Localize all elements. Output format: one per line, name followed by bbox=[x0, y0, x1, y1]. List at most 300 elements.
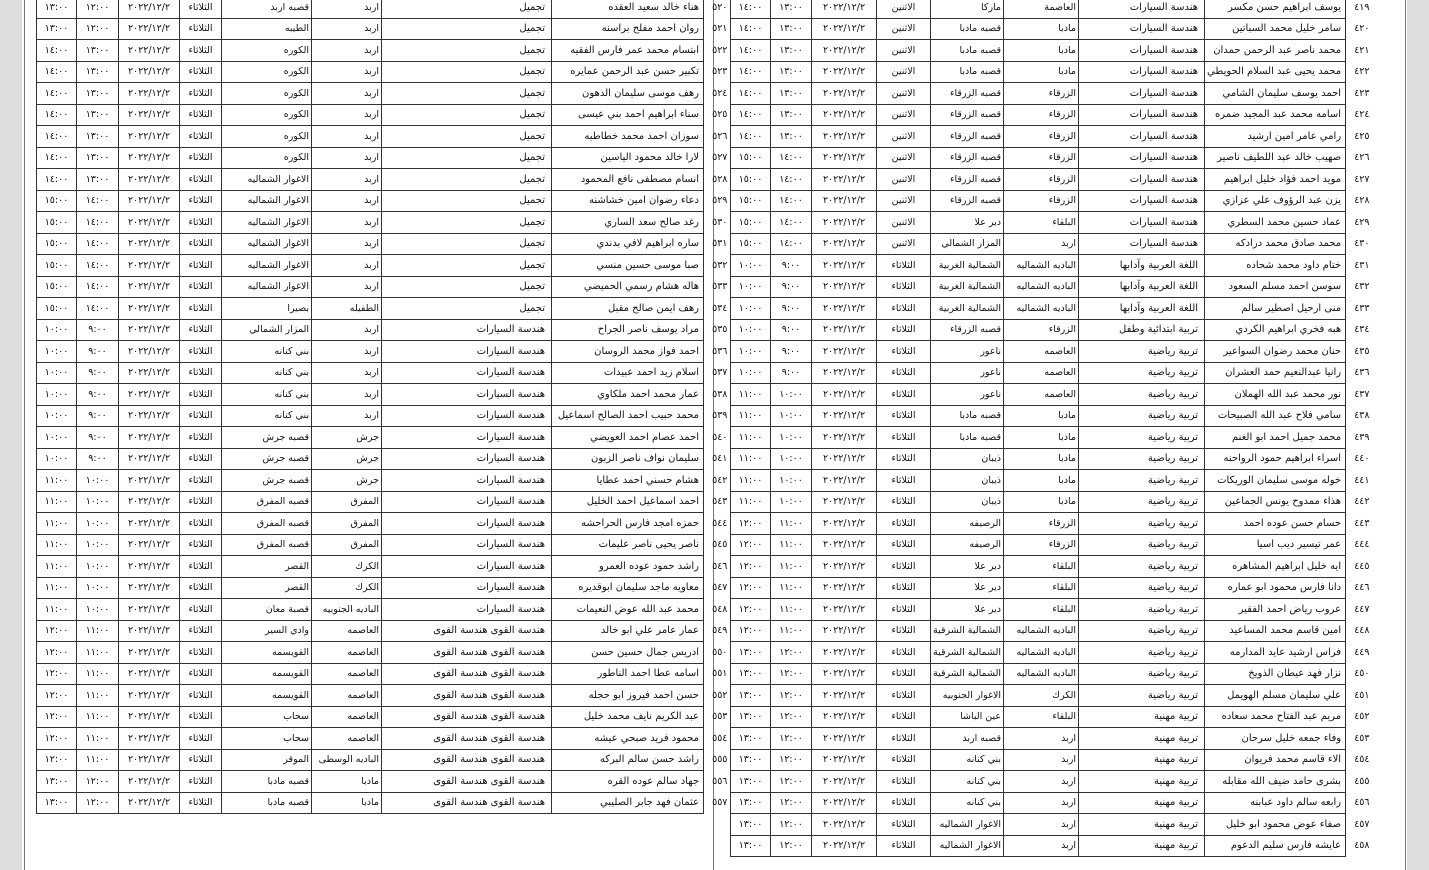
exam-date-cell: ٢٠٢٢/١٢/٢ bbox=[119, 276, 180, 298]
candidate-name-cell: ساره ابراهيم لافي بدندي bbox=[552, 233, 704, 255]
candidate-name-cell: جهاد سالم عوده القره bbox=[552, 771, 704, 793]
specialization-cell: تربية رياضية bbox=[1079, 642, 1205, 664]
time-from-cell: ١١:٠٠ bbox=[77, 642, 119, 664]
exam-date-cell: ٢٠٢٢/١٢/٢ bbox=[812, 190, 877, 212]
table-row bbox=[37, 40, 736, 62]
table-row bbox=[731, 513, 1378, 535]
candidate-name-cell: حسن احمد فيروز ابو حجله bbox=[552, 685, 704, 707]
exam-day-cell: الثلاثاء bbox=[180, 599, 222, 621]
exam-date-cell: ٢٠٢٢/١٢/٢ bbox=[119, 147, 180, 169]
table-row bbox=[731, 556, 1378, 578]
candidate-name-cell: اسلام زيد احمد عبيدات bbox=[552, 362, 704, 384]
time-to-cell: ١٤:٠٠ bbox=[37, 83, 77, 105]
governorate-cell: العاصمه bbox=[312, 620, 382, 642]
exam-day-cell: الثلاثاء bbox=[180, 620, 222, 642]
exam-date-cell: ٢٠٢٢/١٢/٢ bbox=[812, 0, 877, 18]
time-to-cell: ١٣:٠٠ bbox=[731, 814, 771, 836]
candidate-name-cell: صبا موسى حسين منسي bbox=[552, 255, 704, 277]
table-row bbox=[37, 341, 736, 363]
directorate-cell: الرصيفه bbox=[931, 534, 1004, 556]
specialization-cell: تجميل bbox=[382, 0, 552, 18]
exam-day-cell: الثلاثاء bbox=[180, 405, 222, 427]
specialization-cell: تربية رياضية bbox=[1079, 685, 1205, 707]
specialization-cell: هندسة السيارات bbox=[1079, 18, 1205, 40]
exam-day-cell: الاثنين bbox=[877, 147, 931, 169]
specialization-cell: تربية رياضية bbox=[1079, 577, 1205, 599]
directorate-cell: القصر bbox=[222, 577, 312, 599]
candidate-name-cell: تكبير حسن عبد الرحمن عمايره bbox=[552, 61, 704, 83]
row-number-cell: ٥٤٤ bbox=[712, 517, 728, 529]
time-from-cell: ١٠:٠٠ bbox=[77, 599, 119, 621]
candidate-name-cell: سليمان نواف ناصر الزبون bbox=[552, 448, 704, 470]
directorate-cell: بني كنانه bbox=[222, 362, 312, 384]
table-row bbox=[731, 427, 1378, 449]
specialization-cell: هندسة السيارات bbox=[1079, 40, 1205, 62]
candidate-name-cell: رهف موسى سليمان الدهون bbox=[552, 83, 704, 105]
governorate-cell: الزرقاء bbox=[1004, 534, 1079, 556]
time-from-cell: ٩:٠٠ bbox=[77, 362, 119, 384]
table-row bbox=[37, 599, 736, 621]
specialization-cell: هندسة السيارات bbox=[1079, 126, 1205, 148]
table-row bbox=[731, 685, 1378, 707]
directorate-cell: قصبه الزرقاء bbox=[931, 319, 1004, 341]
directorate-cell: قصبه اربد bbox=[931, 728, 1004, 750]
exam-day-cell: الثلاثاء bbox=[180, 384, 222, 406]
time-to-cell: ١٠:٠٠ bbox=[37, 319, 77, 341]
specialization-cell: تجميل bbox=[382, 255, 552, 277]
governorate-cell: اربد bbox=[1004, 233, 1079, 255]
time-from-cell: ٩:٠٠ bbox=[77, 427, 119, 449]
governorate-cell: اربد bbox=[312, 276, 382, 298]
directorate-cell: قصبه المفرق bbox=[222, 491, 312, 513]
governorate-cell: المفرق bbox=[312, 534, 382, 556]
table-row bbox=[37, 61, 736, 83]
candidate-name-cell: ابتسام محمد عمر فارس الفقيه bbox=[552, 40, 704, 62]
row-number-cell: ٤٤٠ bbox=[1354, 453, 1370, 465]
exam-date-cell: ٢٠٢٢/١٢/٢ bbox=[812, 298, 877, 320]
governorate-cell: مادبا bbox=[1004, 491, 1079, 513]
candidate-name-cell: عروب رياض احمد الفقير bbox=[1205, 599, 1346, 621]
table-row bbox=[731, 18, 1378, 40]
row-number-cell: ٥٤٣ bbox=[712, 496, 728, 508]
specialization-cell: تربية رياضية bbox=[1079, 405, 1205, 427]
table-row bbox=[37, 147, 736, 169]
exam-day-cell: الثلاثاء bbox=[877, 620, 931, 642]
row-number-cell: ٥٤٦ bbox=[712, 560, 728, 572]
exam-day-cell: الثلاثاء bbox=[180, 341, 222, 363]
directorate-cell: الشمالية الغربية bbox=[931, 298, 1004, 320]
candidate-name-cell: سامي فلاح عبد الله الصبيحات bbox=[1205, 405, 1346, 427]
candidate-name-cell: بشرى حامد ضيف الله مقابله bbox=[1205, 771, 1346, 793]
time-from-cell: ٩:٠٠ bbox=[771, 255, 812, 277]
time-from-cell: ١٢:٠٠ bbox=[77, 18, 119, 40]
candidate-name-cell: رهف ايمن صالح مقبل bbox=[552, 298, 704, 320]
exam-date-cell: ٢٠٢٢/١٢/٢ bbox=[119, 599, 180, 621]
governorate-cell: الباديه الشماليه bbox=[1004, 642, 1079, 664]
row-number-cell: ٤٥٢ bbox=[1354, 711, 1370, 723]
table-row bbox=[37, 0, 736, 18]
governorate-cell: الباديه الشماليه bbox=[1004, 620, 1079, 642]
row-number-cell: ٤٤٣ bbox=[1354, 517, 1370, 529]
time-from-cell: ١٠:٠٠ bbox=[771, 384, 812, 406]
governorate-cell: البلقاء bbox=[1004, 577, 1079, 599]
exam-day-cell: الثلاثاء bbox=[180, 685, 222, 707]
table-row bbox=[731, 362, 1378, 384]
time-from-cell: ١٣:٠٠ bbox=[77, 169, 119, 191]
specialization-cell: هندسة السيارات bbox=[1079, 83, 1205, 105]
exam-day-cell: الثلاثاء bbox=[180, 104, 222, 126]
specialization-cell: هندسة القوى هندسة القوى bbox=[382, 771, 552, 793]
exam-date-cell: ٢٠٢٢/١٢/٢ bbox=[812, 40, 877, 62]
exam-date-cell: ٢٠٢٢/١٢/٢ bbox=[119, 427, 180, 449]
row-number-cell: ٥٥٥ bbox=[712, 754, 728, 766]
time-from-cell: ١٣:٠٠ bbox=[77, 61, 119, 83]
candidate-name-cell: عماد حسين محمد السطري bbox=[1205, 212, 1346, 234]
exam-date-cell: ٢٠٢٢/١٢/٢ bbox=[119, 83, 180, 105]
row-number-cell: ٥٢٤ bbox=[712, 87, 728, 99]
time-to-cell: ١١:٠٠ bbox=[731, 427, 771, 449]
table-row bbox=[731, 620, 1378, 642]
governorate-cell: الكرك bbox=[312, 556, 382, 578]
directorate-cell: الكوره bbox=[222, 126, 312, 148]
governorate-cell: البلقاء bbox=[1004, 706, 1079, 728]
exam-date-cell: ٢٠٢٢/١٢/٢ bbox=[812, 685, 877, 707]
governorate-cell: اربد bbox=[312, 362, 382, 384]
row-number-cell: ٥٥٣ bbox=[712, 711, 728, 723]
candidate-name-cell: راشد حمود عوده العمرو bbox=[552, 556, 704, 578]
table-row bbox=[731, 83, 1378, 105]
time-from-cell: ١٠:٠٠ bbox=[77, 513, 119, 535]
candidate-name-cell: ايه خليل ابراهيم المشاهره bbox=[1205, 556, 1346, 578]
directorate-cell: الموقر bbox=[222, 749, 312, 771]
governorate-cell: العاصمه bbox=[1004, 384, 1079, 406]
row-number-cell: ٤٢٩ bbox=[1354, 216, 1370, 228]
directorate-cell: بني كنانه bbox=[222, 384, 312, 406]
time-to-cell: ١٤:٠٠ bbox=[731, 0, 771, 18]
governorate-cell: الزرقاء bbox=[1004, 513, 1079, 535]
directorate-cell: القويسمه bbox=[222, 663, 312, 685]
exam-date-cell: ٢٠٢٢/١٢/٢ bbox=[119, 362, 180, 384]
directorate-cell: قصبه المفرق bbox=[222, 513, 312, 535]
row-number-cell: ٥٥٢ bbox=[712, 689, 728, 701]
row-number-cell: ٤٤٩ bbox=[1354, 646, 1370, 658]
row-number-cell: ٤٥٦ bbox=[1354, 797, 1370, 809]
specialization-cell: هندسة القوى هندسة القوى bbox=[382, 620, 552, 642]
page-gutter-right bbox=[1407, 0, 1429, 870]
candidate-name-cell: عثمان فهد جابر الصليبي bbox=[552, 792, 704, 814]
specialization-cell: تربية رياضية bbox=[1079, 663, 1205, 685]
candidate-name-cell: احمد يوسف سليمان الشامي bbox=[1205, 83, 1346, 105]
candidate-name-cell: محمد صادق محمد درادكه bbox=[1205, 233, 1346, 255]
page-edge-right bbox=[1405, 0, 1406, 870]
exam-date-cell: ٢٠٢٢/١٢/٢ bbox=[812, 470, 877, 492]
time-to-cell: ١٥:٠٠ bbox=[37, 276, 77, 298]
time-to-cell: ١٠:٠٠ bbox=[731, 319, 771, 341]
directorate-cell: القويسمه bbox=[222, 685, 312, 707]
specialization-cell: تربية رياضية bbox=[1079, 384, 1205, 406]
row-number-cell: ٥٤٧ bbox=[712, 582, 728, 594]
exam-date-cell: ٢٠٢٢/١٢/٢ bbox=[119, 685, 180, 707]
candidate-name-cell: عايشه فارس سليم الدعوم bbox=[1205, 835, 1346, 857]
row-number-cell: ٤٢٦ bbox=[1354, 152, 1370, 164]
row-number-cell: ٤٤٦ bbox=[1354, 582, 1370, 594]
table-row bbox=[731, 384, 1378, 406]
time-from-cell: ١٢:٠٠ bbox=[771, 835, 812, 857]
row-number-cell: ٤٣٧ bbox=[1354, 388, 1370, 400]
time-from-cell: ١٢:٠٠ bbox=[771, 642, 812, 664]
table-row bbox=[731, 126, 1378, 148]
time-to-cell: ١٥:٠٠ bbox=[731, 212, 771, 234]
table-row bbox=[731, 642, 1378, 664]
governorate-cell: الزرقاء bbox=[1004, 126, 1079, 148]
candidate-name-cell: عمار عامر علي ابو خالد bbox=[552, 620, 704, 642]
directorate-cell: الشمالية الشرقية bbox=[931, 663, 1004, 685]
table-row bbox=[731, 749, 1378, 771]
time-from-cell: ١٤:٠٠ bbox=[77, 276, 119, 298]
candidate-name-cell: علي سليمان مسلم الهويمل bbox=[1205, 685, 1346, 707]
governorate-cell: اربد bbox=[312, 83, 382, 105]
directorate-cell: الطيبه bbox=[222, 18, 312, 40]
row-number-cell: ٤٣٦ bbox=[1354, 367, 1370, 379]
candidate-name-cell: صهيب خالد عبد اللطيف ناصير bbox=[1205, 147, 1346, 169]
governorate-cell: العاصمه bbox=[1004, 362, 1079, 384]
candidate-name-cell: محمد يحيى عبد السلام الحويطي bbox=[1205, 61, 1346, 83]
governorate-cell: العاصمه bbox=[312, 642, 382, 664]
exam-day-cell: الثلاثاء bbox=[877, 384, 931, 406]
row-number-cell: ٥٥١ bbox=[712, 668, 728, 680]
table-row bbox=[731, 212, 1378, 234]
candidate-name-cell: محمد جميل احمد ابو الغنم bbox=[1205, 427, 1346, 449]
time-from-cell: ١٤:٠٠ bbox=[771, 233, 812, 255]
row-number-cell: ٤٥٠ bbox=[1354, 668, 1370, 680]
directorate-cell: الشمالية الشرقية bbox=[931, 642, 1004, 664]
row-number-cell: ٤٣١ bbox=[1354, 259, 1370, 271]
candidate-name-cell: هذاء ممدوح يونس الجماعين bbox=[1205, 491, 1346, 513]
directorate-cell: بني كنانه bbox=[222, 405, 312, 427]
time-to-cell: ١٥:٠٠ bbox=[37, 190, 77, 212]
time-from-cell: ٩:٠٠ bbox=[77, 319, 119, 341]
governorate-cell: اربد bbox=[312, 341, 382, 363]
row-number-cell: ٥٢٣ bbox=[712, 66, 728, 78]
row-number-cell: ٤٣٩ bbox=[1354, 431, 1370, 443]
time-from-cell: ١١:٠٠ bbox=[771, 556, 812, 578]
time-to-cell: ١٣:٠٠ bbox=[731, 706, 771, 728]
exam-date-cell: ٢٠٢٢/١٢/٢ bbox=[812, 728, 877, 750]
exam-date-cell: ٢٠٢٢/١٢/٢ bbox=[812, 169, 877, 191]
exam-day-cell: الثلاثاء bbox=[877, 599, 931, 621]
candidate-name-cell: صفاء عوض محمود ابو خليل bbox=[1205, 814, 1346, 836]
row-number-cell: ٥٤٥ bbox=[712, 539, 728, 551]
exam-day-cell: الثلاثاء bbox=[877, 298, 931, 320]
exam-date-cell: ٢٠٢٢/١٢/٢ bbox=[119, 212, 180, 234]
table-row bbox=[37, 642, 736, 664]
table-row bbox=[37, 83, 736, 105]
candidate-name-cell: اسراء ابراهيم حمود الرواحنه bbox=[1205, 448, 1346, 470]
directorate-cell: الشمالية الغربية bbox=[931, 255, 1004, 277]
directorate-cell: الشمالية الغربية bbox=[931, 276, 1004, 298]
table-row bbox=[37, 427, 736, 449]
candidate-name-cell: يزن عبد الرؤوف علي عزازي bbox=[1205, 190, 1346, 212]
time-to-cell: ١٢:٠٠ bbox=[731, 534, 771, 556]
directorate-cell: الكوره bbox=[222, 40, 312, 62]
time-from-cell: ١٣:٠٠ bbox=[771, 104, 812, 126]
specialization-cell: هندسة القوى هندسة القوى bbox=[382, 706, 552, 728]
row-number-cell: ٥٣٩ bbox=[712, 410, 728, 422]
table-row bbox=[37, 448, 736, 470]
exam-day-cell: الثلاثاء bbox=[180, 212, 222, 234]
exam-date-cell: ٢٠٢٢/١٢/٢ bbox=[119, 233, 180, 255]
specialization-cell: تربية رياضية bbox=[1079, 427, 1205, 449]
directorate-cell: الرصيفه bbox=[931, 513, 1004, 535]
exam-date-cell: ٢٠٢٢/١٢/٢ bbox=[812, 212, 877, 234]
exam-day-cell: الثلاثاء bbox=[180, 470, 222, 492]
governorate-cell: مادبا bbox=[312, 792, 382, 814]
time-from-cell: ٩:٠٠ bbox=[771, 362, 812, 384]
row-number-cell: ٤٤١ bbox=[1354, 474, 1370, 486]
exam-date-cell: ٢٠٢٢/١٢/٢ bbox=[812, 749, 877, 771]
candidate-name-cell: راشد حسن سالم البركه bbox=[552, 749, 704, 771]
time-to-cell: ١٥:٠٠ bbox=[37, 298, 77, 320]
time-from-cell: ٩:٠٠ bbox=[77, 384, 119, 406]
time-from-cell: ١٣:٠٠ bbox=[771, 40, 812, 62]
table-row bbox=[731, 169, 1378, 191]
row-number-cell: ٤٣٤ bbox=[1354, 324, 1370, 336]
exam-day-cell: الثلاثاء bbox=[877, 771, 931, 793]
directorate-cell: الاغوار الشماليه bbox=[222, 255, 312, 277]
time-from-cell: ١١:٠٠ bbox=[77, 620, 119, 642]
row-number-cell: ٥٥٧ bbox=[712, 797, 728, 809]
exam-date-cell: ٢٠٢٢/١٢/٢ bbox=[119, 470, 180, 492]
table-row bbox=[37, 104, 736, 126]
governorate-cell: اربد bbox=[1004, 749, 1079, 771]
governorate-cell: اربد bbox=[312, 0, 382, 18]
specialization-cell: تجميل bbox=[382, 169, 552, 191]
time-to-cell: ١٤:٠٠ bbox=[37, 169, 77, 191]
time-from-cell: ٩:٠٠ bbox=[771, 298, 812, 320]
table-row bbox=[37, 233, 736, 255]
governorate-cell: العاصمة bbox=[1004, 0, 1079, 18]
row-number-cell: ٥٥٠ bbox=[712, 646, 728, 658]
time-from-cell: ١١:٠٠ bbox=[771, 577, 812, 599]
governorate-cell: اربد bbox=[312, 104, 382, 126]
time-to-cell: ١٠:٠٠ bbox=[37, 362, 77, 384]
directorate-cell: الكوره bbox=[222, 61, 312, 83]
candidate-name-cell: معاويه ماجد سليمان ابوقديره bbox=[552, 577, 704, 599]
directorate-cell: دير علا bbox=[931, 599, 1004, 621]
row-number-cell: ٤٤٥ bbox=[1354, 560, 1370, 572]
governorate-cell: العاصمه bbox=[312, 706, 382, 728]
exam-date-cell: ٢٠٢٢/١٢/٢ bbox=[812, 513, 877, 535]
directorate-cell: قصبه مادبا bbox=[931, 40, 1004, 62]
time-to-cell: ١١:٠٠ bbox=[37, 577, 77, 599]
exam-date-cell: ٢٠٢٢/١٢/٢ bbox=[119, 728, 180, 750]
table-row bbox=[37, 728, 736, 750]
specialization-cell: هندسة السيارات bbox=[382, 341, 552, 363]
time-from-cell: ١٣:٠٠ bbox=[771, 18, 812, 40]
time-from-cell: ١١:٠٠ bbox=[77, 663, 119, 685]
governorate-cell: جرش bbox=[312, 448, 382, 470]
time-to-cell: ١٥:٠٠ bbox=[37, 212, 77, 234]
row-number-cell: ٤٢٥ bbox=[1354, 130, 1370, 142]
time-to-cell: ١٤:٠٠ bbox=[37, 40, 77, 62]
candidate-name-cell: سناء ابراهيم احمد بني عيسى bbox=[552, 104, 704, 126]
exam-day-cell: الثلاثاء bbox=[877, 276, 931, 298]
candidate-name-cell: رانيا عبدالنعيم حمد العشران bbox=[1205, 362, 1346, 384]
exam-day-cell: الثلاثاء bbox=[877, 642, 931, 664]
exam-day-cell: الثلاثاء bbox=[877, 792, 931, 814]
exam-day-cell: الثلاثاء bbox=[180, 298, 222, 320]
directorate-cell: ناعور bbox=[931, 384, 1004, 406]
time-from-cell: ٩:٠٠ bbox=[771, 276, 812, 298]
candidate-name-cell: سوسن احمد مسلم السعود bbox=[1205, 276, 1346, 298]
directorate-cell: بصيرا bbox=[222, 298, 312, 320]
exam-date-cell: ٢٠٢٢/١٢/٢ bbox=[812, 255, 877, 277]
time-to-cell: ١٢:٠٠ bbox=[37, 685, 77, 707]
candidate-name-cell: مراد يوسف ناصر الجراح bbox=[552, 319, 704, 341]
governorate-cell: اربد bbox=[312, 147, 382, 169]
time-from-cell: ١٠:٠٠ bbox=[77, 470, 119, 492]
governorate-cell: اربد bbox=[312, 405, 382, 427]
candidate-name-cell: رغد صالح سعد الساري bbox=[552, 212, 704, 234]
time-from-cell: ١٤:٠٠ bbox=[77, 190, 119, 212]
time-to-cell: ١١:٠٠ bbox=[37, 513, 77, 535]
candidate-name-cell: اسامه عطا احمد الناطور bbox=[552, 663, 704, 685]
time-to-cell: ١٢:٠٠ bbox=[731, 513, 771, 535]
candidate-name-cell: محمود فريد صبحي عيشه bbox=[552, 728, 704, 750]
table-row bbox=[37, 298, 736, 320]
time-to-cell: ١٣:٠٠ bbox=[37, 792, 77, 814]
exam-date-cell: ٢٠٢٢/١٢/٢ bbox=[119, 341, 180, 363]
candidate-name-cell: احمد اسماعيل احمد الخليل bbox=[552, 491, 704, 513]
candidate-name-cell: ناصر يحيى ناصر عليمات bbox=[552, 534, 704, 556]
directorate-cell: قصبه الزرقاء bbox=[931, 104, 1004, 126]
row-number-cell: ٥٢٦ bbox=[712, 130, 728, 142]
time-from-cell: ١٠:٠٠ bbox=[77, 491, 119, 513]
table-row bbox=[731, 663, 1378, 685]
row-number-cell: ٤٤٨ bbox=[1354, 625, 1370, 637]
time-from-cell: ١٣:٠٠ bbox=[771, 61, 812, 83]
row-number-cell: ٤٢١ bbox=[1354, 44, 1370, 56]
specialization-cell: هندسة القوى هندسة القوى bbox=[382, 728, 552, 750]
table-row bbox=[731, 298, 1378, 320]
time-to-cell: ١٠:٠٠ bbox=[37, 384, 77, 406]
page-gutter-left bbox=[0, 0, 22, 870]
governorate-cell: مادبا bbox=[1004, 427, 1079, 449]
time-from-cell: ١٣:٠٠ bbox=[77, 40, 119, 62]
exam-date-cell: ٢٠٢٢/١٢/٢ bbox=[119, 0, 180, 18]
exam-day-cell: الثلاثاء bbox=[180, 728, 222, 750]
candidate-name-cell: محمد عبد الله عوض النعيمات bbox=[552, 599, 704, 621]
exam-day-cell: الاثنين bbox=[877, 126, 931, 148]
time-to-cell: ١٤:٠٠ bbox=[731, 83, 771, 105]
governorate-cell: الكرك bbox=[312, 577, 382, 599]
specialization-cell: تربية رياضية bbox=[1079, 534, 1205, 556]
governorate-cell: اربد bbox=[312, 126, 382, 148]
governorate-cell: البلقاء bbox=[1004, 556, 1079, 578]
specialization-cell: هندسة السيارات bbox=[382, 491, 552, 513]
governorate-cell: اربد bbox=[312, 169, 382, 191]
row-number-cell: ٥٣٨ bbox=[712, 388, 728, 400]
exam-day-cell: الثلاثاء bbox=[877, 255, 931, 277]
directorate-cell: بني كنانه bbox=[931, 749, 1004, 771]
governorate-cell: الزرقاء bbox=[1004, 190, 1079, 212]
directorate-cell: بني كنانه bbox=[222, 341, 312, 363]
time-to-cell: ١٣:٠٠ bbox=[731, 792, 771, 814]
exam-day-cell: الثلاثاء bbox=[180, 792, 222, 814]
row-number-cell: ٤٢٣ bbox=[1354, 87, 1370, 99]
candidate-name-cell: سوزان احمد محمد خطاطبه bbox=[552, 126, 704, 148]
specialization-cell: تجميل bbox=[382, 40, 552, 62]
